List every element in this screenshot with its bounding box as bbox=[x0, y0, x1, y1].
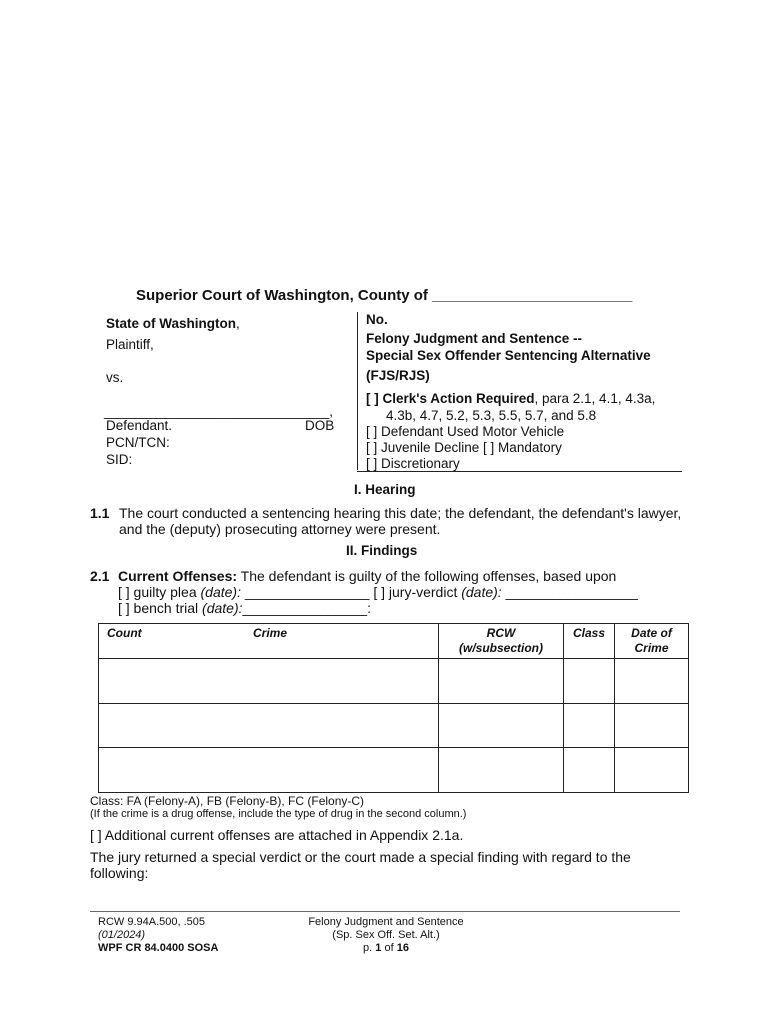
crime-header: Crime bbox=[253, 626, 288, 640]
para-1-1-line-2: and the (deputy) prosecuting attorney were present. bbox=[119, 521, 441, 537]
crime-cell[interactable] bbox=[99, 748, 439, 793]
class-header: Class bbox=[564, 624, 615, 659]
count-crime-header bbox=[99, 624, 439, 659]
clerk-checkbox[interactable]: [ ] bbox=[366, 391, 379, 406]
footer-title-2: (Sp. Sex Off. Set. Alt.) bbox=[332, 929, 440, 941]
special-verdict-line-2: following: bbox=[90, 865, 149, 881]
jury-verdict-date-field[interactable]: _________________ bbox=[501, 584, 638, 600]
footer-rule bbox=[90, 911, 680, 912]
para-1-1-number: 1.1 bbox=[90, 505, 110, 521]
caption-divider bbox=[357, 312, 358, 470]
class-cell[interactable] bbox=[564, 659, 615, 704]
crime-cell[interactable] bbox=[99, 703, 439, 748]
juvenile-decline-checkbox[interactable]: [ ] Juvenile Decline [ ] Mandatory bbox=[366, 440, 562, 455]
jury-verdict-date-label: (date): bbox=[461, 584, 502, 600]
total-pages: 16 bbox=[396, 942, 409, 954]
doc-title-line-2: Special Sex Offender Sentencing Alternative bbox=[366, 348, 651, 363]
plea-line bbox=[118, 584, 638, 600]
drug-note: (If the crime is a drug offense, include the type of drug in the second column.) bbox=[90, 808, 467, 820]
class-cell[interactable] bbox=[564, 703, 615, 748]
crime-cell[interactable] bbox=[99, 659, 439, 704]
caption-bottom-rule bbox=[357, 471, 682, 472]
bench-trial-date-label: (date): bbox=[202, 600, 243, 616]
rcw-cell[interactable] bbox=[439, 659, 564, 704]
footer-rcw: RCW 9.94A.500, .505 bbox=[98, 916, 206, 928]
table-row bbox=[99, 703, 689, 748]
table-row bbox=[99, 748, 689, 793]
defendant-label: Defendant. bbox=[106, 418, 173, 433]
discretionary-checkbox[interactable]: [ ] Discretionary bbox=[366, 456, 460, 471]
para-1-1-line-1: The court conducted a sentencing hearing this date; the defendant, the defendant's lawyer, bbox=[119, 505, 682, 521]
pcn-label: PCN/TCN: bbox=[106, 435, 170, 450]
current-offenses-line bbox=[118, 568, 616, 584]
clerk-action-line bbox=[366, 391, 655, 406]
count-header: Count bbox=[107, 626, 142, 640]
rcw-header: RCW (w/subsection) bbox=[439, 624, 564, 659]
rcw-cell[interactable] bbox=[439, 748, 564, 793]
current-offenses-text: The defendant is guilty of the following offenses, based upon bbox=[237, 568, 617, 584]
date-cell[interactable] bbox=[615, 703, 689, 748]
bench-line bbox=[118, 600, 371, 616]
section-hearing-heading: I. Hearing bbox=[354, 482, 416, 497]
clerk-action-label: Clerk's Action Required bbox=[382, 391, 535, 406]
special-verdict-line-1: The jury returned a special verdict or the court made a special finding with regard to the bbox=[90, 849, 631, 865]
guilty-plea-checkbox[interactable]: [ ] guilty plea bbox=[118, 584, 201, 600]
table-row bbox=[99, 659, 689, 704]
offense-table bbox=[98, 623, 689, 793]
class-note: Class: FA (Felony-A), FB (Felony-B), FC (Felony-C) bbox=[90, 794, 365, 808]
case-number-label: No. bbox=[366, 312, 388, 327]
class-cell[interactable] bbox=[564, 748, 615, 793]
bench-trial-date-field[interactable]: ________________: bbox=[242, 600, 371, 616]
date-cell[interactable] bbox=[615, 748, 689, 793]
section-findings-heading: II. Findings bbox=[346, 543, 418, 558]
jury-verdict-checkbox[interactable]: ________________ [ ] jury-verdict bbox=[240, 584, 462, 600]
state-name bbox=[106, 316, 240, 331]
footer-date: (01/2024) bbox=[98, 929, 146, 941]
date-header: Date of Crime bbox=[615, 624, 689, 659]
dob-label: DOB bbox=[305, 418, 335, 433]
defendant-name-line[interactable]: ______________________________, bbox=[104, 404, 333, 419]
rcw-cell[interactable] bbox=[439, 703, 564, 748]
plaintiff-label: Plaintiff, bbox=[106, 337, 154, 352]
date-cell[interactable] bbox=[615, 659, 689, 704]
current-offenses-label: Current Offenses: bbox=[118, 568, 238, 584]
court-title: Superior Court of Washington, County of ________________________ bbox=[136, 287, 633, 304]
para-2-1-number: 2.1 bbox=[90, 568, 110, 584]
footer-page-number: p. 1 of 16 bbox=[363, 942, 409, 954]
doc-code: (FJS/RJS) bbox=[366, 368, 430, 383]
doc-title-line-1: Felony Judgment and Sentence -- bbox=[366, 331, 583, 346]
footer-title-1: Felony Judgment and Sentence bbox=[308, 916, 464, 928]
state-label: State of Washington bbox=[106, 316, 236, 331]
vs-label: vs. bbox=[106, 370, 124, 385]
state-comma: , bbox=[236, 316, 240, 331]
sid-label: SID: bbox=[106, 452, 133, 467]
clerk-action-paras: , para 2.1, 4.1, 4.3a, bbox=[534, 391, 656, 406]
motor-vehicle-checkbox[interactable]: [ ] Defendant Used Motor Vehicle bbox=[366, 424, 565, 439]
guilty-plea-date-label: (date): bbox=[200, 584, 241, 600]
additional-offenses-checkbox[interactable]: [ ] Additional current offenses are attached in Appendix 2.1a. bbox=[90, 827, 464, 843]
offense-table-header bbox=[99, 624, 689, 659]
footer-form-number: WPF CR 84.0400 SOSA bbox=[98, 942, 219, 954]
current-page: 1 bbox=[375, 942, 382, 954]
clerk-action-paras-2: 4.3b, 4.7, 5.2, 5.3, 5.5, 5.7, and 5.8 bbox=[386, 408, 597, 423]
bench-trial-checkbox[interactable]: [ ] bench trial bbox=[118, 600, 203, 616]
